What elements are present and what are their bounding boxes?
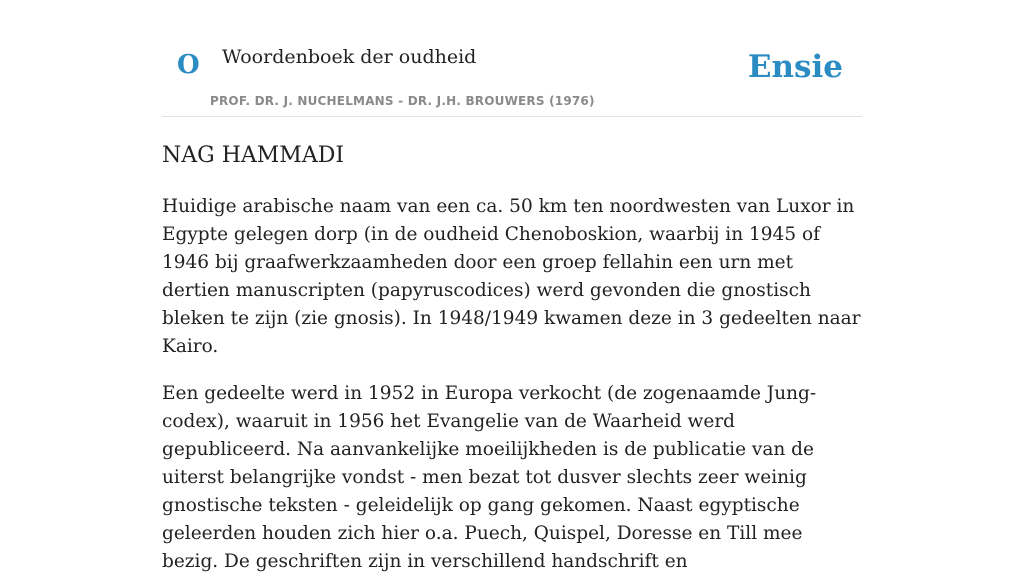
ensie-logo[interactable]: Ensie (747, 49, 843, 85)
article-paragraph: Huidige arabische naam van een ca. 50 km ten noordwesten van Luxor in Egypte gelegen dorp (in de oudheid Chenoboskion, waarbij in 1945 of 1946 bij graafwerkzaamheden door een groep fellahin een urn met dertien manuscripten (papyruscodices) werd gevonden die gnostisch bleken te zijn (zie gnosis). In 1948/1949 kwamen deze in 3 gedeelten naar Kairo. (162, 196, 861, 357)
article (162, 142, 862, 576)
entry-title: NAG HAMMADI (162, 143, 345, 168)
page (162, 0, 862, 576)
book-authors: PROF. DR. J. NUCHELMANS - DR. J.H. BROUWERS (1976) (210, 94, 595, 108)
article-paragraph: Een gedeelte werd in 1952 in Europa verkocht (de zogenaamde Jung-codex), waaruit in 1956 het Evangelie van de Waarheid werd gepubliceerd. Na aanvankelijke moeilijkheden is de publicatie van de uiterst belangrijke vondst - men bezat tot dusver slechts zeer weinig gnostische teksten - geleidelijk op gang gekomen. Naast egyptische geleerden houden zich hier o.a. Puech, Quispel, Doresse en Till mee bezig. De geschriften zijn in verschillend handschrift en (162, 383, 817, 572)
header (162, 0, 862, 117)
index-letter[interactable]: O (177, 50, 200, 80)
book-title[interactable]: Woordenboek der oudheid (222, 46, 477, 68)
